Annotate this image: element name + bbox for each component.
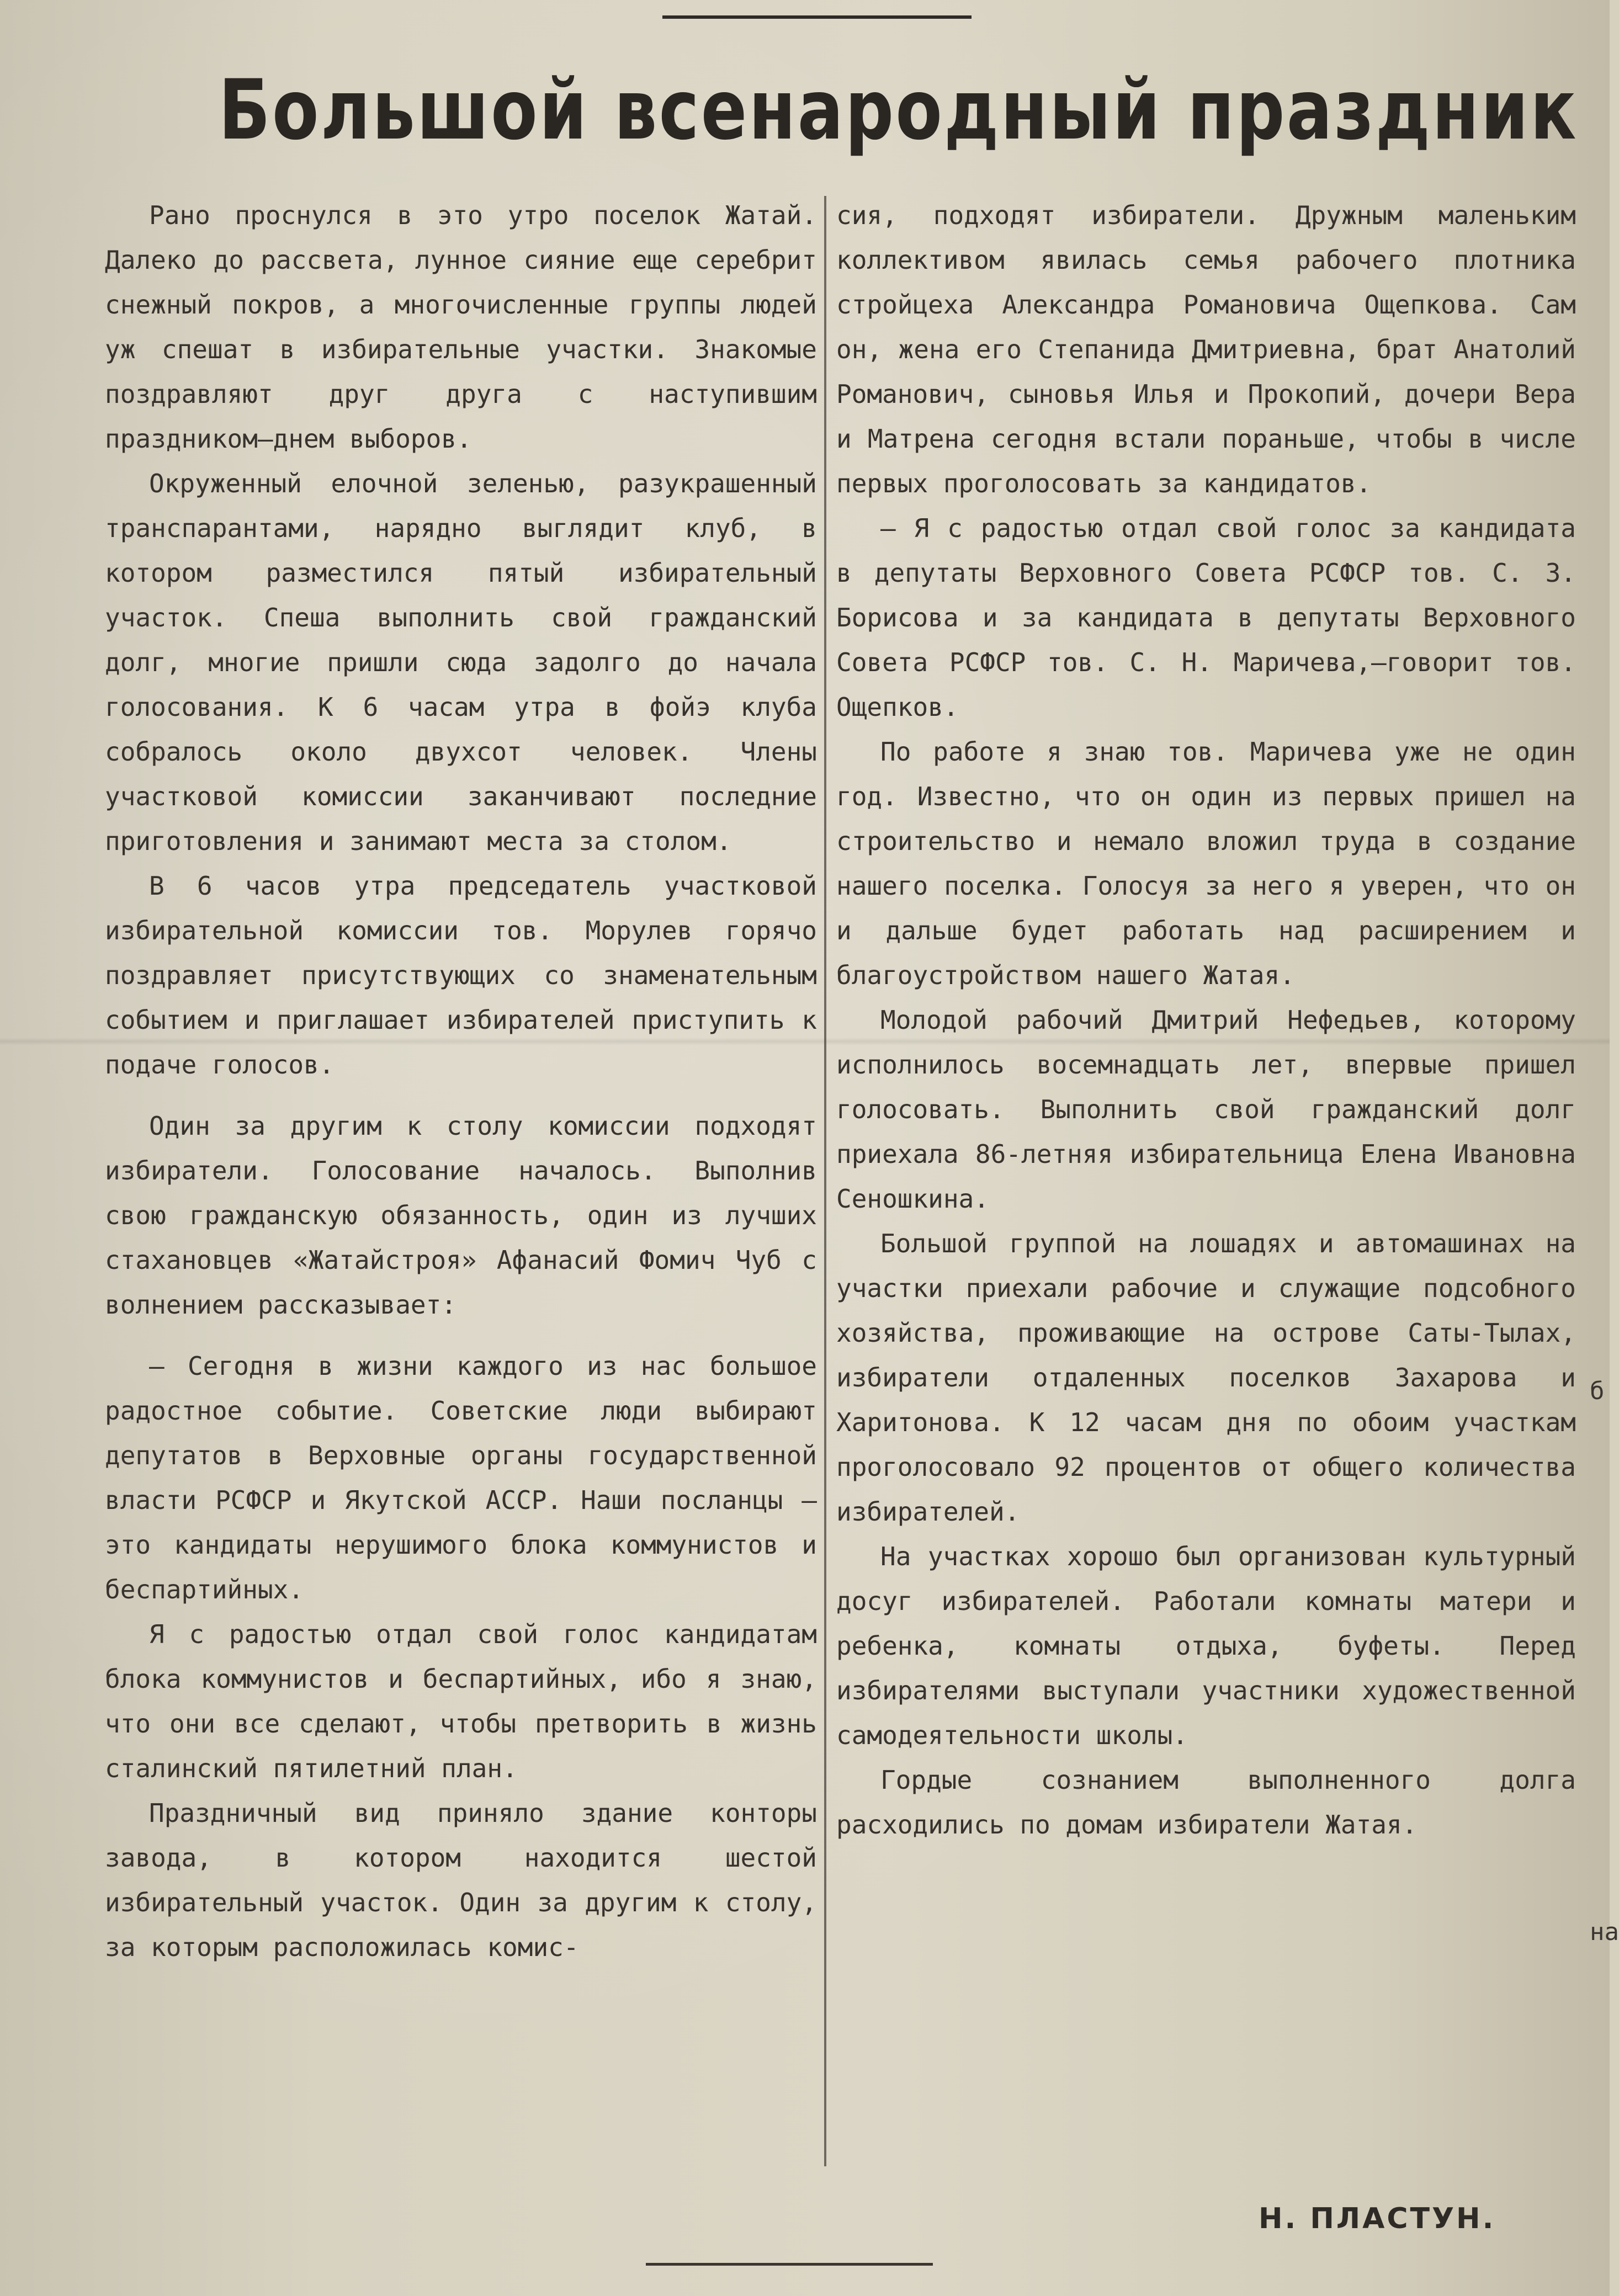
paragraph: На участках хорошо был организован культурный досуг избирателей. Работали комнаты матери и ребенка, комнаты отдыха, буфеты. Перед избирателями выступали участники художественной самодеятельности школы. [836,1542,1576,1750]
bottom-rule [646,2263,933,2266]
paragraph: По работе я знаю тов. Маричева уже не один год. Известно, что он один из первых пришел на строительство и немало вложил труда в создание нашего поселка. Голосуя за него я уверен, что он и дальше будет работать над расширением и благоустройством нашего Жатая. [836,737,1576,990]
paragraph: Большой группой на лошадях и автомашинах на участки приехали рабочие и служащие подсобного хозяйства, проживающие на острове Саты-Тылах, избиратели отдаленных поселков Захарова и Харитонова. К 12 часам дня по обоим участкам проголосовало 92 процентов от общего количества избирателей. [836,1229,1576,1527]
paragraph: В 6 часов утра председатель участковой избирательной комиссии тов. Морулев горячо поздравляет присутствующих со знаменательным событием и приглашает избирателей приступить к подаче голосов. [105,871,817,1080]
paragraph: Один за другим к столу комиссии подходят избиратели. Голосование началось. Выполнив свою гражданскую обязанность, один из лучших стахановцев «Жатайстроя» Афанасий Фомич Чуб с волнением рассказывает: [105,1111,817,1320]
paragraph: сия, подходят избиратели. Дружным маленьким коллективом явилась семья рабочего плотника стройцеха Александра Романовича Ощепкова. Сам он, жена его Степанида Дмитриевна, брат Анатолий Романович, сыновья Илья и Прокопий, дочери Вера и Матрена сегодня встали пораньше, чтобы в числе первых проголосовать за кандидатов. [836,200,1576,498]
right-column [836,193,1576,1847]
left-column [105,193,817,1970]
paragraph: — Сегодня в жизни каждого из нас большое радостное событие. Советские люди выбирают депутатов в Верховные органы государственной власти РСФСР и Якутской АССР. Наши посланцы — это кандидаты нерушимого блока коммунистов и беспартийных. [105,1351,817,1604]
paragraph: Я с радостью отдал свой голос кандидатам блока коммунистов и беспартийных, ибо я знаю, что они все сделают, чтобы претворить в жизнь сталинский пятилетний план. [105,1619,817,1783]
paragraph: Гордые сознанием выполненного долга расходились по домам избиратели Жатая. [836,1765,1576,1840]
edge-text-fragment: б [1590,1377,1605,1405]
top-rule [662,15,972,19]
paragraph: — Я с радостью отдал свой голос за кандидата в депутаты Верховного Совета РСФСР тов. С. З. Борисова и за кандидата в депутаты Верховного Совета РСФСР тов. С. Н. Маричева,—говорит тов. Ощепков. [836,513,1576,722]
paragraph: Молодой рабочий Дмитрий Нефедьев, которому исполнилось восемнадцать лет, впервые пришел голосовать. Выполнить свой гражданский долг приехала 86-летняя избирательница Елена Ивановна Сеношкина. [836,1005,1576,1214]
paragraph: Окруженный елочной зеленью, разукрашенный транспарантами, нарядно выглядит клуб, в котором разместился пятый избирательный участок. Спеша выполнить свой гражданский долг, многие пришли сюда задолго до начала голосования. К 6 часам утра в фойэ клуба собралось около двухсот человек. Члены участковой комиссии заканчивают последние приготовления и занимают места за столом. [105,469,817,856]
column-divider [824,196,826,2166]
article-headline: Большой всенародный праздник [219,62,1578,158]
paragraph: Праздничный вид приняло здание конторы завода, в котором находится шестой избирательный участок. Один за другим к столу, за которым расположилась комис- [105,1798,817,1962]
edge-text-fragment: на [1590,1918,1619,1946]
author-signature: Н. ПЛАСТУН. [1259,2202,1496,2235]
paragraph: Рано проснулся в это утро поселок Жатай. Далеко до рассвета, лунное сияние еще серебрит снежный покров, а многочисленные группы людей уж спешат в избирательные участки. Знакомые поздравляют друг друга с наступившим праздником—днем выборов. [105,200,817,454]
